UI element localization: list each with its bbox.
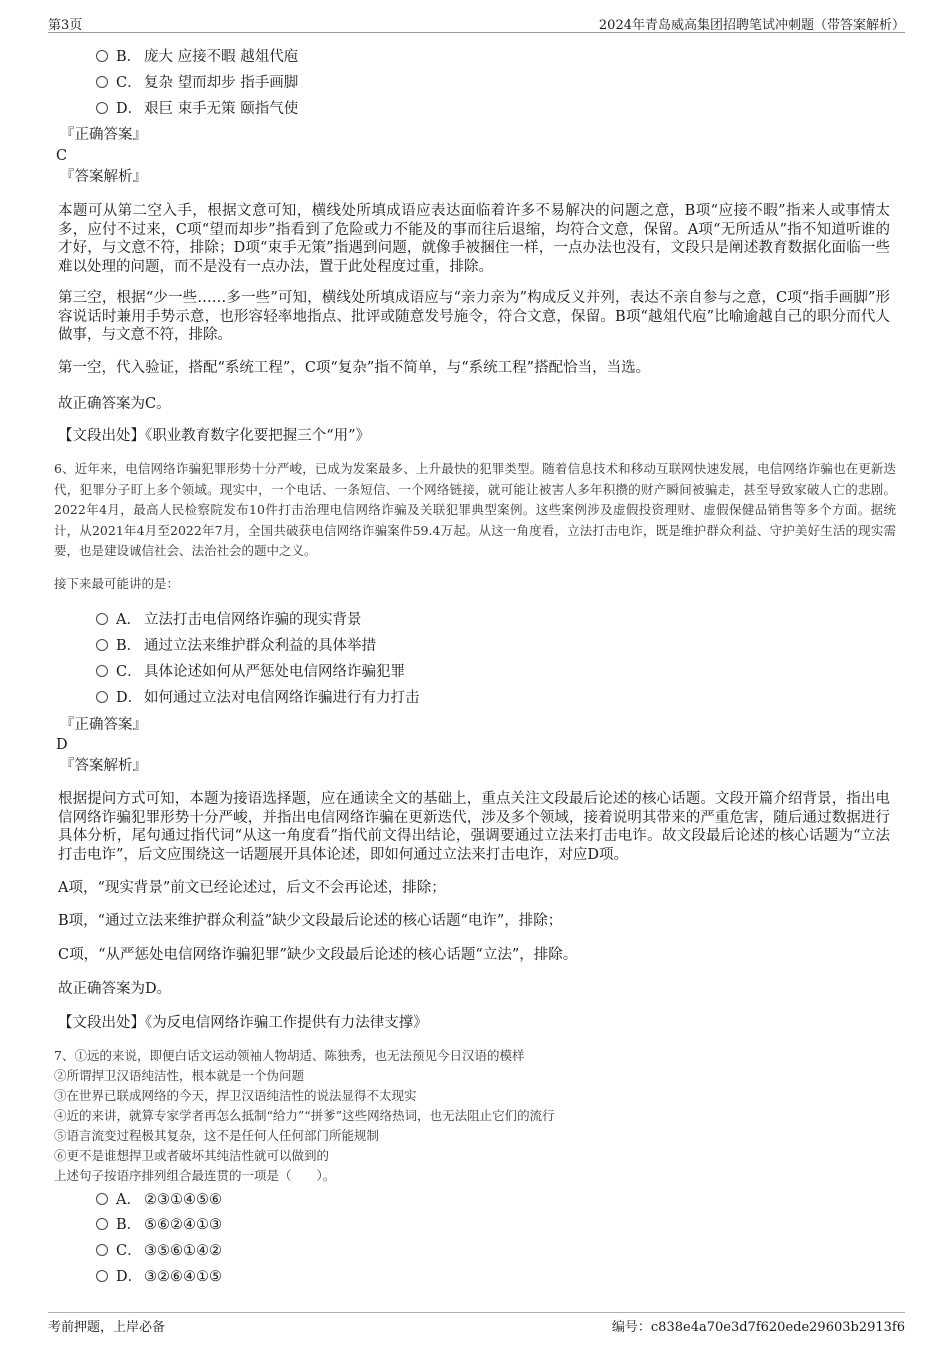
q6-option-a[interactable]: A． 立法打击电信网络诈骗的现实背景 <box>96 609 362 631</box>
q7-option-a[interactable]: A． ②③①④⑤⑥ <box>96 1189 222 1211</box>
q5-option-c[interactable]: C． 复杂 望而却步 指手画脚 <box>96 72 298 94</box>
q5-analysis-p4: 故正确答案为C。 <box>58 396 171 412</box>
q5-source: 【文段出处】《职业教育数字化要把握三个“用”》 <box>58 428 371 444</box>
radio-icon[interactable] <box>96 50 108 62</box>
q7-question: 上述句子按语序排列组合最连贯的一项是（ ）。 <box>54 1168 336 1183</box>
q5-answer-label: 『正确答案』 <box>60 127 147 143</box>
q7-option-d[interactable]: D． ③②⑥④①⑤ <box>96 1266 222 1288</box>
q7-line-2: ②所谓捍卫汉语纯洁性，根本就是一个伪问题 <box>54 1068 305 1083</box>
q6-source: 【文段出处】《为反电信网络诈骗工作提供有力法律支撑》 <box>58 1015 428 1031</box>
q6-answer-label: 『正确答案』 <box>60 717 147 733</box>
q5-analysis-p1: 本题可从第二空入手，根据文意可知，横线处所填成语应表达面临着许多不易解决的问题之意，B项“应接不暇”指来人或事情太多，应付不过来，C项“望而却步”指看到了危险或力不能及的事而往后退缩，均符合文意，保留。A项“无所适从”指不知道听谁的才好，与文意不符，排除；D项“束手无策”指遇到问题，就像手被捆住一样，一点办法也没有，文段只是阐述教育数据化面临一些难以处理的问题，而不是没有一点办法，置于此处程度过重，排除。 <box>58 203 890 275</box>
q6-option-b[interactable]: B． 通过立法来维护群众利益的具体举措 <box>96 635 376 657</box>
footer-slogan: 考前押题，上岸必备 <box>48 1320 166 1335</box>
radio-icon[interactable] <box>96 102 108 114</box>
q6-stem: 6、近年来，电信网络诈骗犯罪形势十分严峻，已成为发案最多、上升最快的犯罪类型。随着信息技术和移动互联网快速发展，电信网络诈骗也在更新迭代，犯罪分子盯上多个领域。现实中，一个电话、一条短信、一个网络链接，就可能让被害人多年积攒的财产瞬间被骗走，甚至导致家破人亡的悲剧。2022年4月，最高人民检察院发布10件打击治理电信网络诈骗及关联犯罪典型案例。这些案例涉及虚假投资理财、虚假保健品销售等多个方面。据统计，从2021年4月至2022年7月，全国共破获电信网络诈骗案件59.4万起。从这一角度看，立法打击电诈，既是维护群众利益、守护美好生活的现实需要，也是建设诚信社会、法治社会的题中之义。 <box>54 461 896 558</box>
q6-prompt: 接下来最可能讲的是： <box>54 576 180 591</box>
q5-answer: C <box>56 148 68 164</box>
q7-option-c[interactable]: C． ③⑤⑥①④② <box>96 1240 222 1262</box>
radio-icon[interactable] <box>96 1270 108 1282</box>
q6-analysis-p4: C项，“从严惩处电信网络诈骗犯罪”缺少文段最后论述的核心话题“立法”，排除。 <box>58 947 578 963</box>
q6-option-d[interactable]: D． 如何通过立法对电信网络诈骗进行有力打击 <box>96 687 420 709</box>
q6-analysis-p5: 故正确答案为D。 <box>58 981 172 997</box>
q5-analysis-p2: 第三空，根据“少一些……多一些”可知，横线处所填成语应与“亲力亲为”构成反义并列，表达不亲自参与之意，C项“指手画脚”形容说话时兼用手势示意，也形容轻率地指点、批评或随意发号施令，符合文意，保留。B项“越俎代庖”比喻逾越自己的职分而代人做事，与文意不符，排除。 <box>58 290 890 343</box>
page-number: 第3页 <box>48 18 83 33</box>
q7-line-1: 7、①远的来说，即便白话文运动领袖人物胡适、陈独秀，也无法预见今日汉语的模样 <box>54 1048 525 1063</box>
q6-analysis-p3: B项，“通过立法来维护群众利益”缺少文段最后论述的核心话题“电诈”，排除； <box>58 913 563 929</box>
radio-icon[interactable] <box>96 1193 108 1205</box>
radio-icon[interactable] <box>96 1218 108 1230</box>
q5-option-b[interactable]: B． 庞大 应接不暇 越俎代庖 <box>96 46 298 68</box>
q6-analysis-p1: 根据提问方式可知，本题为接语选择题，应在通读全文的基础上，重点关注文段最后论述的核心话题。文段开篇介绍背景，指出电信网络诈骗犯罪形势十分严峻，并指出电信网络诈骗在更新迭代，涉及多个领域，接着说明其带来的严重危害，随后通过数据进行具体分析，尾句通过指代词“从这一角度看”指代前文得出结论，强调要通过立法来打击电诈。故文段最后论述的核心话题为“立法打击电诈”，后文应围绕这一话题展开具体论述，即如何通过立法来打击电诈，对应D项。 <box>58 791 890 863</box>
page-footer <box>48 1312 905 1335</box>
radio-icon[interactable] <box>96 613 108 625</box>
q5-option-d[interactable]: D． 艰巨 束手无策 颐指气使 <box>96 98 298 120</box>
q6-analysis-label: 『答案解析』 <box>60 758 147 774</box>
q7-line-3: ③在世界已联成网络的今天，捍卫汉语纯洁性的说法显得不太现实 <box>54 1088 417 1103</box>
radio-icon[interactable] <box>96 639 108 651</box>
q7-line-6: ⑥更不是谁想捍卫或者破坏其纯洁性就可以做到的 <box>54 1148 330 1163</box>
q6-option-c[interactable]: C． 具体论述如何从严惩处电信网络诈骗犯罪 <box>96 661 405 683</box>
q7-option-b[interactable]: B． ⑤⑥②④①③ <box>96 1214 222 1236</box>
q5-analysis-label: 『答案解析』 <box>60 169 147 185</box>
q7-line-4: ④近的来讲，就算专家学者再怎么抵制“给力”“拼爹”这些网络热词，也无法阻止它们的流行 <box>54 1108 555 1123</box>
radio-icon[interactable] <box>96 691 108 703</box>
q6-answer: D <box>56 737 68 753</box>
page-header <box>48 14 905 33</box>
document-id: 编号：c838e4a70e3d7f620ede29603b2913f6 <box>611 1320 905 1335</box>
q7-line-5: ⑤语言流变过程极其复杂，这不是任何人任何部门所能规制 <box>54 1128 380 1143</box>
document-title: 2024年青岛威高集团招聘笔试冲刺题（带答案解析） <box>598 18 905 33</box>
radio-icon[interactable] <box>96 665 108 677</box>
radio-icon[interactable] <box>96 1244 108 1256</box>
q5-analysis-p3: 第一空，代入验证，搭配“系统工程”，C项“复杂”指不简单，与“系统工程”搭配恰当，当选。 <box>58 360 651 376</box>
radio-icon[interactable] <box>96 76 108 88</box>
q6-analysis-p2: A项，“现实背景”前文已经论述过，后文不会再论述，排除； <box>58 880 446 896</box>
